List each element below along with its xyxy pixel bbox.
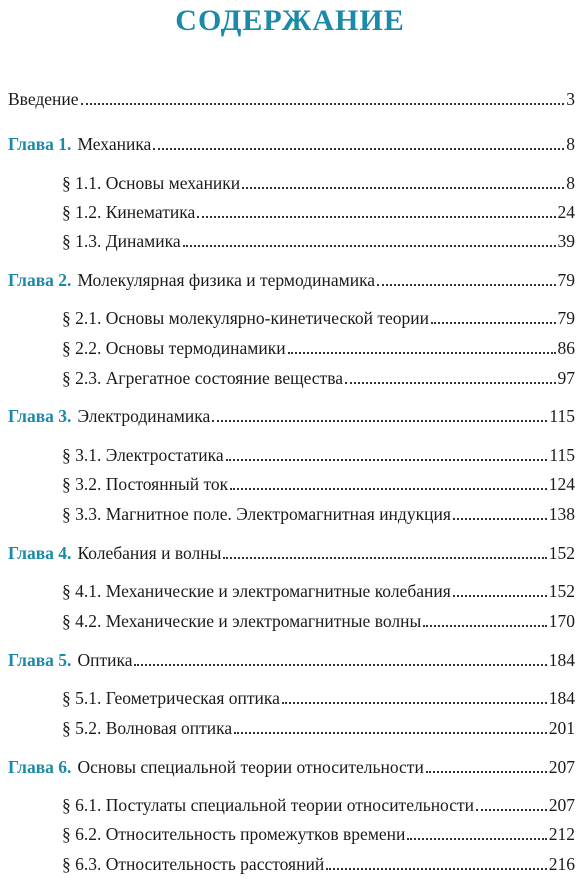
toc-section-row[interactable]	[62, 230, 575, 252]
dot-leader	[453, 583, 547, 597]
toc-entry-label	[62, 230, 181, 252]
toc-entry-label	[8, 133, 151, 155]
toc-entry-title: § 6.1. Постулаты специальной теории относительности	[62, 795, 475, 815]
toc-entry-title: § 3.3. Магнитное поле. Электромагнитная индукция	[62, 504, 451, 524]
dot-leader	[134, 652, 546, 666]
toc-section-row[interactable]	[62, 580, 575, 602]
toc-entry-label	[62, 610, 421, 632]
toc-entry-title: § 3.2. Постоянный ток	[62, 474, 229, 494]
dot-leader	[476, 797, 547, 811]
toc-page-number: 184	[548, 650, 575, 670]
toc-page-number: 207	[548, 757, 575, 777]
toc-entry-title: § 1.3. Динамика	[62, 231, 181, 251]
toc-section-row[interactable]	[62, 717, 575, 739]
toc-page-number: 115	[549, 406, 575, 426]
toc-chapter-row[interactable]	[8, 269, 575, 291]
toc-entry-label	[62, 337, 286, 359]
dot-leader	[431, 310, 555, 324]
toc-page-number: 212	[548, 824, 575, 844]
toc-entry-label	[62, 172, 240, 194]
toc-page-number: 39	[557, 231, 575, 251]
toc-entry-label	[8, 756, 424, 778]
toc-section-row[interactable]	[62, 444, 575, 466]
toc-section-row[interactable]	[62, 823, 575, 845]
chapter-number: Глава 6.	[8, 757, 72, 777]
dot-leader	[326, 856, 547, 870]
dot-leader	[223, 545, 546, 559]
toc-section-row[interactable]	[62, 687, 575, 709]
toc-entry-title: § 6.3. Относительность расстояний	[62, 854, 325, 874]
toc-entry-label	[8, 405, 210, 427]
toc-entry-label	[8, 269, 375, 291]
toc-page-number: 79	[557, 308, 575, 328]
toc-page-number: 184	[548, 688, 575, 708]
dot-leader	[345, 370, 556, 384]
toc-page-number: 138	[548, 504, 575, 524]
toc-entry-title: § 5.2. Волновая оптика	[62, 718, 233, 738]
toc-page-number: 97	[557, 368, 575, 388]
toc-entry-title: Оптика	[77, 650, 133, 670]
toc-section-row[interactable]	[62, 853, 575, 875]
dot-leader	[282, 690, 547, 704]
toc-section-row[interactable]	[62, 337, 575, 359]
dot-leader	[242, 175, 564, 189]
toc-page-number: 8	[566, 173, 575, 193]
chapter-number: Глава 4.	[8, 543, 72, 563]
toc-intro-row[interactable]	[8, 88, 575, 110]
toc-section-row[interactable]	[62, 201, 575, 223]
toc-entry-title: § 3.1. Электростатика	[62, 445, 224, 465]
toc-chapter-row[interactable]	[8, 133, 575, 155]
toc-entry-title: Молекулярная физика и термодинамика	[77, 270, 376, 290]
toc-page-number: 115	[549, 445, 575, 465]
toc-entry-title: § 6.2. Относительность промежутков времени	[62, 824, 406, 844]
toc-entry-label	[62, 823, 405, 845]
toc-entry-title: Колебания и волны	[77, 543, 222, 563]
toc-page-number: 124	[548, 474, 575, 494]
toc-entry-label	[8, 542, 221, 564]
dot-leader	[423, 613, 547, 627]
toc-page-number: 152	[548, 543, 575, 563]
toc-page-number: 8	[566, 134, 575, 154]
dot-leader	[212, 408, 547, 422]
toc-entry-label	[62, 717, 232, 739]
toc-entry-label	[62, 503, 451, 525]
toc-entry-label	[62, 307, 429, 329]
toc-page-number: 207	[548, 795, 575, 815]
toc-entry-title: Механика	[77, 134, 152, 154]
toc-entry-title: Электродинамика	[77, 406, 211, 426]
toc-entry-title: § 2.3. Агрегатное состояние вещества	[62, 368, 343, 388]
toc-entry-label	[8, 649, 132, 671]
toc-entry-label	[62, 580, 451, 602]
page-title: СОДЕРЖАНИЕ	[175, 4, 405, 37]
toc-page-number: 3	[566, 89, 575, 109]
toc-entry-title: § 2.1. Основы молекулярно-кинетической теории	[62, 308, 430, 328]
dot-leader	[226, 447, 548, 461]
toc-entry-title: § 1.1. Основы механики	[62, 173, 241, 193]
toc-entry-label	[62, 201, 195, 223]
dot-leader	[183, 233, 556, 247]
dot-leader	[426, 759, 547, 773]
toc-page-number: 152	[548, 581, 575, 601]
toc-entry-title: § 4.2. Механические и электромагнитные волны	[62, 611, 422, 631]
toc-section-row[interactable]	[62, 367, 575, 389]
toc-section-row[interactable]	[62, 503, 575, 525]
toc-page-number: 24	[557, 202, 575, 222]
toc-page-number: 216	[548, 854, 575, 874]
dot-leader	[81, 91, 565, 105]
toc-section-row[interactable]	[62, 172, 575, 194]
toc-entry-label	[62, 687, 280, 709]
toc-section-row[interactable]	[62, 610, 575, 632]
toc-section-row[interactable]	[62, 794, 575, 816]
toc-entry-title: Введение	[8, 89, 79, 109]
toc-chapter-row[interactable]	[8, 542, 575, 564]
dot-leader	[197, 204, 555, 218]
toc-page-number: 79	[557, 270, 575, 290]
toc-section-row[interactable]	[62, 307, 575, 329]
chapter-number: Глава 1.	[8, 134, 72, 154]
chapter-number: Глава 3.	[8, 406, 72, 426]
dot-leader	[288, 340, 556, 354]
toc-entry-label	[62, 794, 474, 816]
dot-leader	[377, 272, 555, 286]
toc-page-number: 86	[557, 338, 575, 358]
toc-entry-title: § 5.1. Геометрическая оптика	[62, 688, 280, 708]
dot-leader	[407, 826, 546, 840]
toc-entry-label	[8, 88, 79, 110]
toc-entry-title: § 4.1. Механические и электромагнитные колебания	[62, 581, 451, 601]
dot-leader	[453, 506, 547, 520]
toc-entry-label	[62, 473, 228, 495]
chapter-number: Глава 2.	[8, 270, 72, 290]
chapter-number: Глава 5.	[8, 650, 72, 670]
dot-leader	[230, 476, 547, 490]
toc-chapter-row[interactable]	[8, 756, 575, 778]
toc-entry-title: § 2.2. Основы термодинамики	[62, 338, 286, 358]
dot-leader	[153, 136, 564, 150]
toc-page-number: 201	[548, 718, 575, 738]
toc-entry-title: Основы специальной теории относительности	[77, 757, 424, 777]
toc-section-row[interactable]	[62, 473, 575, 495]
toc-chapter-row[interactable]	[8, 405, 575, 427]
toc-page-number: 170	[548, 611, 575, 631]
toc-entry-label	[62, 367, 343, 389]
toc-entry-label	[62, 444, 224, 466]
toc-entry-title: § 1.2. Кинематика	[62, 202, 196, 222]
dot-leader	[234, 720, 547, 734]
toc-chapter-row[interactable]	[8, 649, 575, 671]
toc-entry-label	[62, 853, 324, 875]
